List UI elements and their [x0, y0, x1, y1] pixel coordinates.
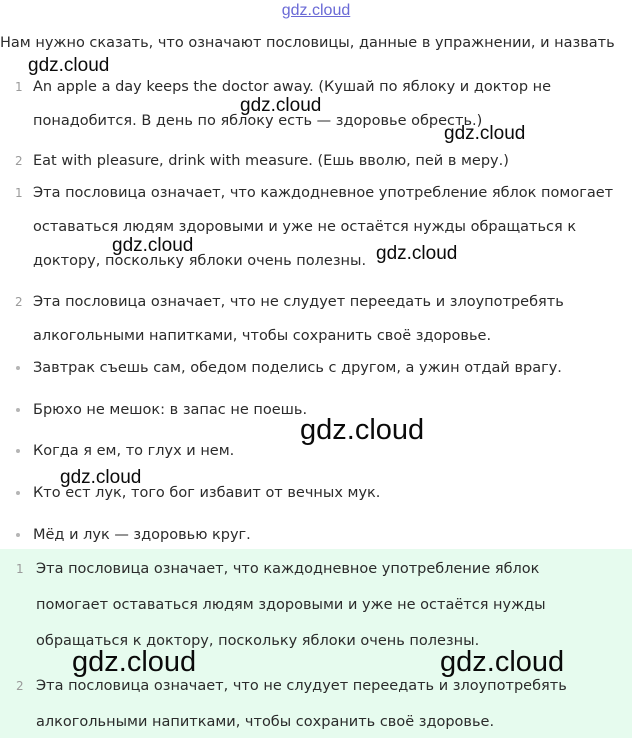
bullet-text: Завтрак съешь сам, обедом поделись с другом, а ужин отдай врагу. — [33, 360, 562, 376]
bullet-text: Когда я ем, то глух и нем. — [33, 443, 235, 459]
watermark: gdz.cloud — [300, 414, 425, 446]
item-number: 2 — [15, 295, 23, 309]
watermark: gdz.cloud — [376, 243, 458, 264]
item-text: Эта пословица означает, что не слудует переедать и злоупотребять алкогольными напитками, чтобы сохранить своё здоровье. — [33, 294, 564, 344]
bullet-dot — [16, 408, 20, 412]
bullet-dot — [16, 491, 20, 495]
answer-text: Эта пословица означает, что не слудует переедать и злоупотребять алкогольными напитками, чтобы сохранить своё здоровье. — [36, 678, 567, 730]
answer-block — [0, 549, 632, 738]
bullet-dot — [16, 533, 20, 537]
bullet-dot — [16, 366, 20, 370]
answer-number: 2 — [16, 679, 24, 693]
watermark: gdz.cloud — [112, 235, 194, 256]
item-number: 1 — [15, 80, 23, 94]
watermark: gdz.cloud — [72, 646, 197, 678]
watermark: gdz.cloud — [240, 95, 322, 116]
watermark: gdz.cloud — [444, 123, 526, 144]
answer-text: Эта пословица означает, что каждодневное употребление яблок помогает оставаться людям здоровыми и уже не остаётся нужды обращаться к доктору, поскольку яблоки очень полезны. — [36, 561, 546, 649]
item-text: Эта пословица означает, что каждодневное употребление яблок помогает оставаться людям здоровыми и уже не остаётся нужды обращаться к доктору, поскольку яблоки очень полезны. — [33, 185, 614, 269]
brand-link[interactable]: gdz.cloud — [281, 2, 351, 19]
item-text: Eat with pleasure, drink with measure. (Ешь вволю, пей в меру.) — [33, 153, 509, 169]
intro-text: Нам нужно сказать, что означают пословицы, данные в упражнении, и назвать — [0, 35, 615, 51]
answer-number: 1 — [16, 562, 24, 576]
watermark: gdz.cloud — [60, 467, 142, 488]
item-number: 2 — [15, 154, 23, 168]
item-text: An apple a day keeps the doctor away. (Кушай по яблоку и доктор не понадобится. В день по яблоку есть — здоровье обресть.) — [33, 79, 552, 129]
bullet-text: Брюхо не мешок: в запас не поешь. — [33, 402, 308, 418]
item-number: 1 — [15, 186, 23, 200]
bullet-dot — [16, 449, 20, 453]
watermark: gdz.cloud — [440, 646, 565, 678]
bullet-text: Кто ест лук, того бог избавит от вечных мук. — [33, 485, 381, 501]
bullet-text: Мёд и лук — здоровью круг. — [33, 527, 251, 543]
watermark: gdz.cloud — [28, 55, 110, 76]
